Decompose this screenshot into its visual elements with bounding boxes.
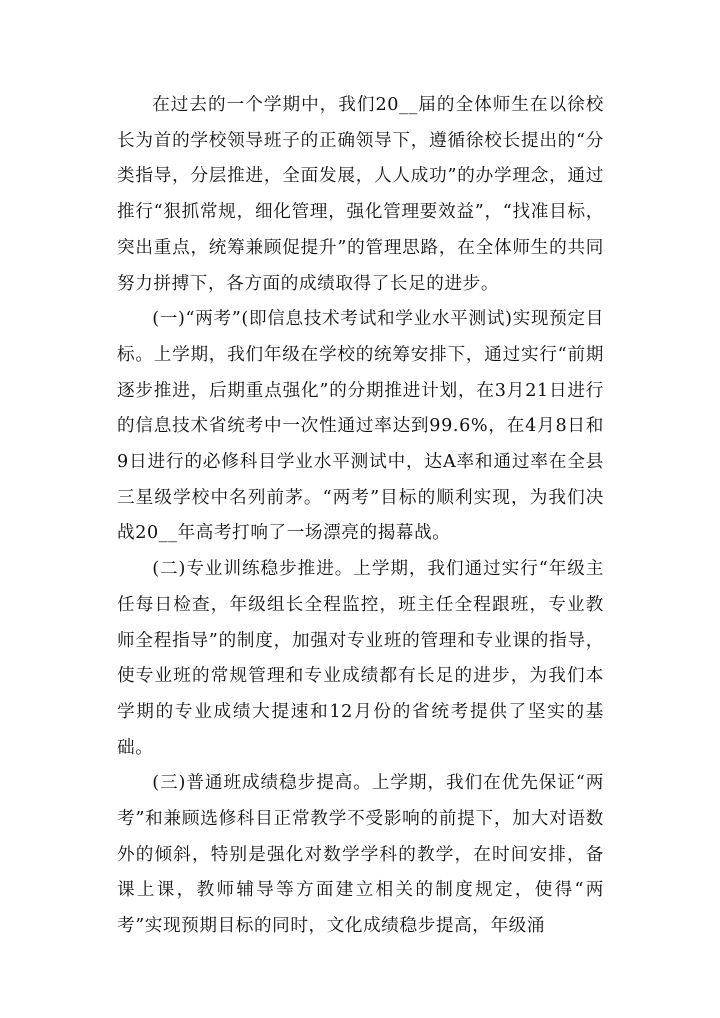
paragraph-section-1: (一)“两考”(即信息技术考试和学业水平测试)实现预定目标。上学期，我们年级在学校的统筹安排下，通过实行“前期逐步推进，后期重点强化”的分期推进计划，在3月21日进行的信息技术省统考中一次性通过率达到99.6%，在4月8日和9日进行的必修科目学业水平测试中，达A率和通过率在全县三星级学校中名列前茅。“两考”目标的顺利实现，为我们决战20__年高考打响了一场漂亮的揭幕战。 [117, 309, 604, 544]
paragraph-section-2: (二)专业训练稳步推进。上学期，我们通过实行“年级主任每日检查，年级组长全程监控，班主任全程跟班，专业教师全程指导”的制度，加强对专业班的管理和专业课的指导，使专业班的常规管理和专业成绩都有长足的进步，为我们本学期的专业成绩大提速和12月份的省统考提供了坚实的基础。 [117, 559, 604, 758]
paragraph-section-3: (三)普通班成绩稳步提高。上学期，我们在优先保证“两考”和兼顾选修科目正常教学不受影响的前提下，加大对语数外的倾斜，特别是强化对数学学科的教学，在时间安排，备课上课，教师辅导等方面建立相关的制度规定，使得“两考”实现预期目标的同时，文化成绩稳步提高，年级涌 [117, 773, 604, 937]
document-body [117, 88, 604, 945]
paragraph-intro: 在过去的一个学期中，我们20__届的全体师生在以徐校长为首的学校领导班子的正确领导下，遵循徐校长提出的“分类指导，分层推进，全面发展，人人成功”的办学理念，通过推行“狠抓常规，细化管理，强化管理要效益”，“找准目标，突出重点，统筹兼顾促提升”的管理思路，在全体师生的共同努力拼搏下，各方面的成绩取得了长足的进步。 [117, 95, 604, 294]
